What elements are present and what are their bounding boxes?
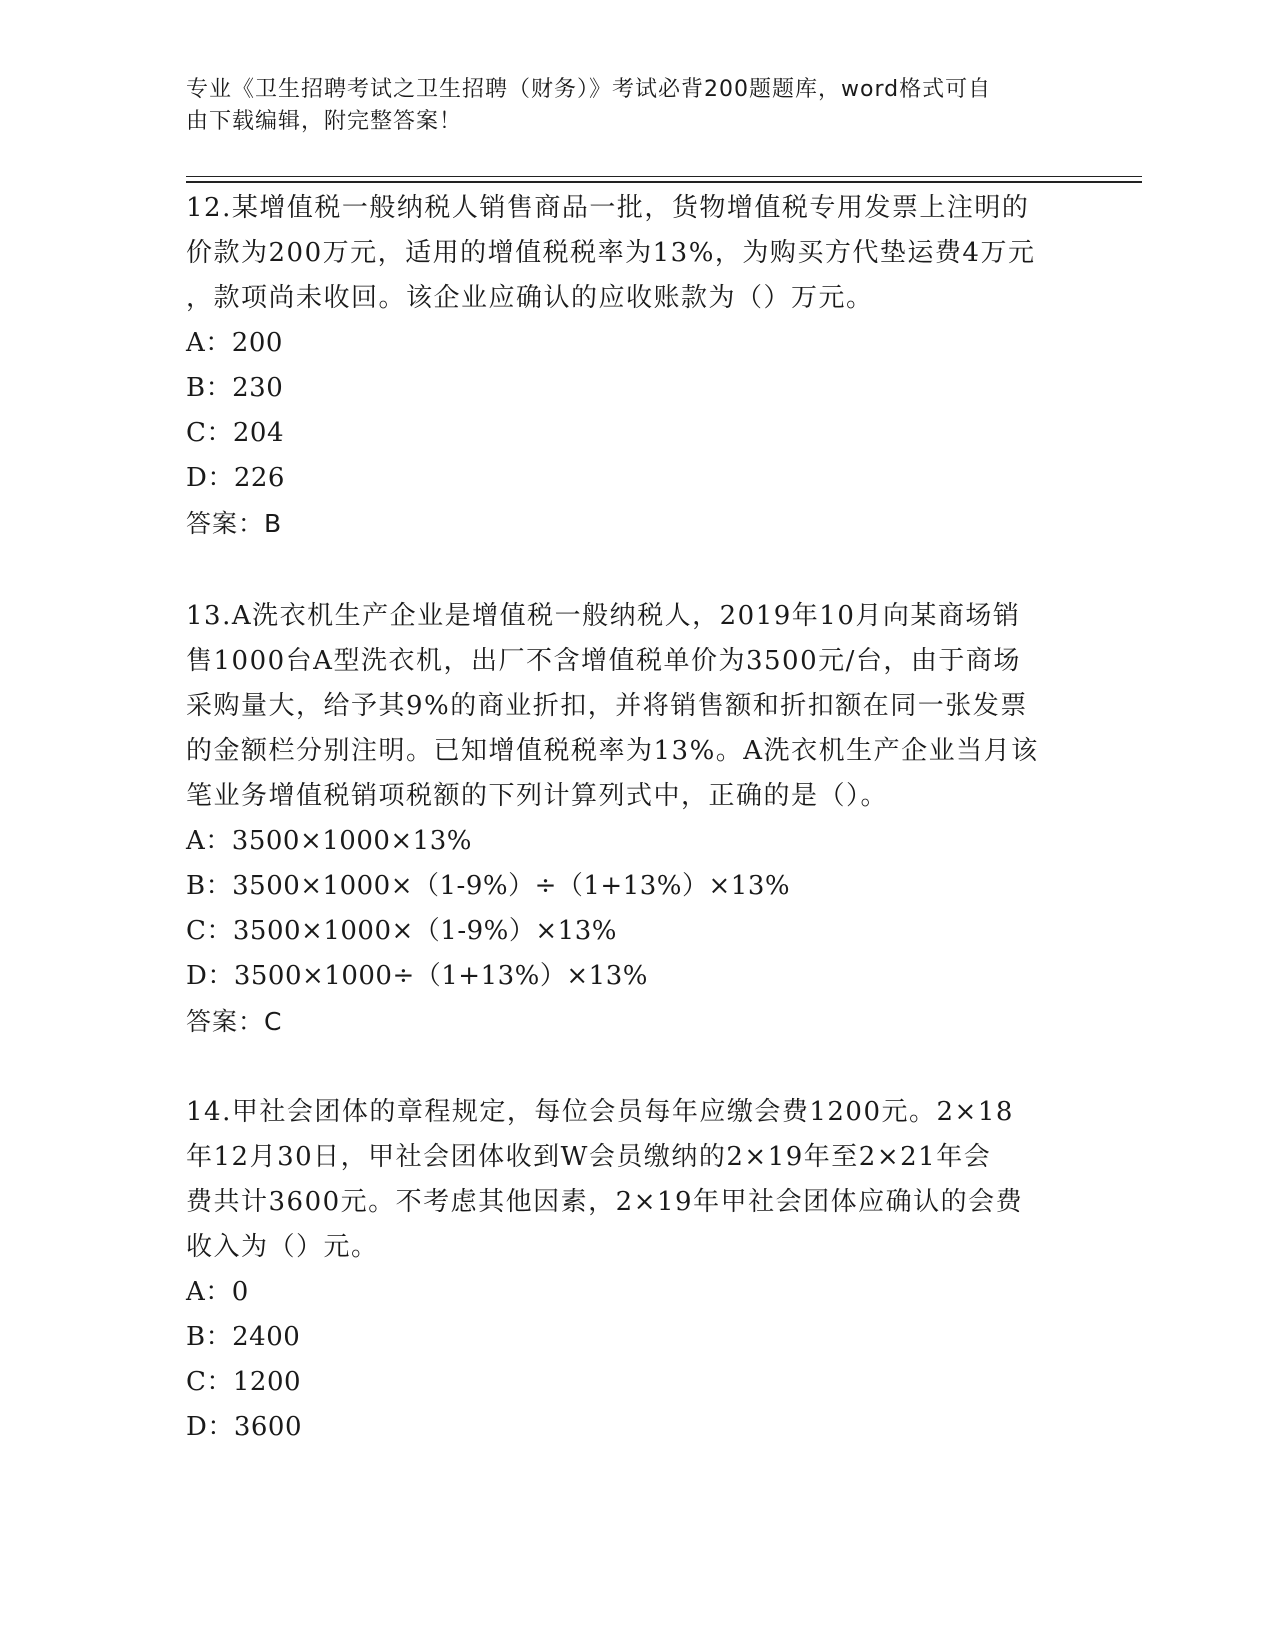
question-12: [186, 186, 1086, 546]
option-c: C：1200: [186, 1367, 302, 1397]
question-stem-line: 价款为200万元，适用的增值税税率为13%，为购买方代垫运费4万元: [186, 238, 1036, 268]
answer: 答案：B: [186, 509, 283, 538]
question-stem-line: 年12月30日，甲社会团体收到W会员缴纳的2×19年至2×21年会: [186, 1142, 992, 1172]
header-line: 专业《卫生招聘考试之卫生招聘（财务）》考试必背200题题库，word格式可自: [186, 77, 992, 102]
question-stem-line: 14.甲社会团体的章程规定，每位会员每年应缴会费1200元。2×18: [186, 1097, 1014, 1127]
option-b: B：3500×1000×（1-9%）÷（1+13%）×13%: [186, 871, 791, 901]
document-header: [186, 74, 1066, 138]
question-14: [186, 1090, 1086, 1450]
option-a: A：200: [186, 328, 283, 358]
option-d: D：3600: [186, 1412, 303, 1442]
question-stem-line: 费共计3600元。不考虑其他因素，2×19年甲社会团体应确认的会费: [186, 1187, 1024, 1217]
question-stem-line: 售1000台A型洗衣机，出厂不含增值税单价为3500元/台，由于商场: [186, 646, 1021, 676]
question-stem-line: 12.某增值税一般纳税人销售商品一批，货物增值税专用发票上注明的: [186, 193, 1030, 223]
question-stem-line: 的金额栏分别注明。已知增值税税率为13%。A洗衣机生产企业当月该: [186, 736, 1039, 766]
header-divider: [186, 181, 1142, 183]
header-line: 由下载编辑，附完整答案！: [186, 109, 463, 134]
option-b: B：230: [186, 373, 284, 403]
answer: 答案：C: [186, 1007, 283, 1036]
option-c: C：204: [186, 418, 285, 448]
question-stem-line: 13.A洗衣机生产企业是增值税一般纳税人，2019年10月向某商场销: [186, 601, 1021, 631]
option-a: A：3500×1000×13%: [186, 826, 472, 856]
option-b: B：2400: [186, 1322, 301, 1352]
question-stem-line: ，款项尚未收回。该企业应确认的应收账款为（）万元。: [186, 283, 874, 313]
question-stem-line: 采购量大，给予其9%的商业折扣，并将销售额和折扣额在同一张发票: [186, 691, 1028, 721]
option-d: D：226: [186, 463, 285, 493]
option-a: A：0: [186, 1277, 249, 1307]
header-divider: [186, 176, 1142, 177]
option-d: D：3500×1000÷（1+13%）×13%: [186, 961, 648, 991]
question-stem-line: 笔业务增值税销项税额的下列计算列式中，正确的是（）。: [186, 781, 889, 811]
question-13: [186, 594, 1086, 1044]
question-stem-line: 收入为（）元。: [186, 1232, 379, 1262]
option-c: C：3500×1000×（1-9%）×13%: [186, 916, 617, 946]
